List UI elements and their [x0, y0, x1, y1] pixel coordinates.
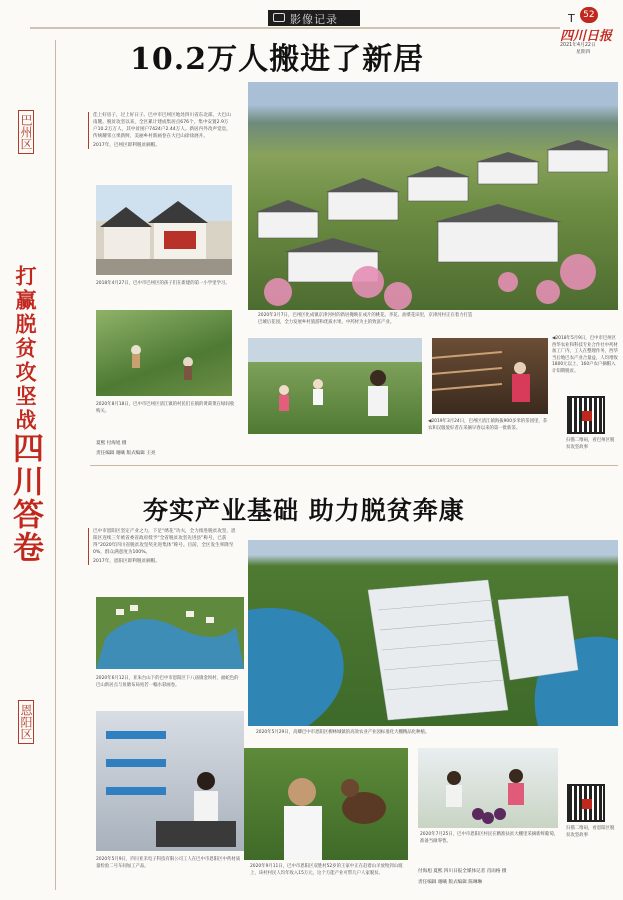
header-rule [30, 27, 560, 29]
photo-aerial-greenhouses [248, 540, 618, 726]
photo-farm-harvest [96, 310, 232, 396]
caption-lake: 2020年6月12日，亚朱台山下的巴中市恩阳区下八庙镇金坝村，福蛇色的巴山新居点与鱼塘布局宛若一幅水彩画卷。 [96, 676, 239, 688]
caption-village: 2018年4月27日，巴中市巴州区的孩子们在新建的第一小学里学习。 [96, 281, 230, 286]
headline-1: 10.2万人搬进了新居 [130, 42, 425, 77]
photo-village-school [96, 185, 232, 275]
photo-grape-greenhouse [418, 748, 558, 828]
caption-farm: 2020年8月18日，巴中市巴州区清江镇的村民们在镇的黄葛菜在绿间收购关。 [96, 402, 235, 414]
page-number: T 52 [568, 7, 598, 26]
intro-date: 2017年，恩阳区即利脱贫摘帽。 [93, 559, 160, 564]
photo-mushroom-farm [432, 338, 548, 414]
caption-mushroom: ◀2018年5月9日，巴中市巴州区西华农业和科技专业合作社中药材加工厂内，工人在整理作务，西华当后地巴农产业合量益，人均增收1800元以上，160户农户摘帽入计知期脱贫。 [552, 336, 618, 374]
caption-main-2: 2020年5月29日，高卿巴中市恩阳区柳林城镇的高效农业产业园标准化大棚精品化种植。 [256, 730, 430, 735]
qr-code-enyang[interactable] [567, 784, 605, 822]
caption-grapes: 2020年7月25日，巴中市恩阳区村民在精准扶贫大棚里采摘新鲜葡萄，准备当做零售。 [420, 832, 559, 844]
photo-farmer-goat [244, 748, 408, 860]
region-tag-bazhou: 巴州区 [18, 110, 34, 154]
intro-date: 2017年，巴州区即利脱贫摘帽。 [93, 143, 160, 148]
caption-main-1: 2020年3月7日，巴州区化成镇京津河村的新居掩映在成片的桃花、李花、油菜花田里，京津河村正在着力打造巴城后花园，全力发展乡村旅游和优质水果，中药材为主的致富产业。 [258, 313, 473, 325]
intro-text: 巴中市恩阳区坚定产业之力，下足“绣花”功夫，全力推进脱贫攻坚，恩阳区连续三年被省委省政府授予“全省脱贫攻坚先进县”称号，已获得“2020年四川省脱贫攻坚奖先进集体”称号。目前，全区发生率降至0%，群众满意度为100%。 [93, 529, 236, 555]
photo-lake-village [96, 597, 244, 669]
editor-credit-2: 责任编辑 谢曦 版式编辑 陈琳琳 [418, 880, 483, 885]
photo-tea-picking [248, 338, 422, 434]
story-divider [90, 465, 618, 466]
paper-logo: 四川日报 [560, 29, 613, 44]
section-banner [268, 10, 360, 26]
qr-note-bazhou: 扫描二维码，看巴州区脱贫攻坚故事 [566, 438, 615, 450]
issue-date: 2021年4月22日 [560, 43, 596, 48]
headline-2: 夯实产业基础 助力脱贫奔康 [143, 496, 465, 525]
photo-credit-2: 付海旭 夏熙 四川日报全媒体记者 肖雨格 摄 [418, 869, 507, 874]
side-slogan-1: 打赢脱贫攻坚战 [13, 265, 38, 433]
intro-block-1 [88, 112, 233, 149]
photo-village-blossoms [248, 82, 618, 310]
intro-block-2 [88, 528, 238, 565]
photo-credit-1: 夏熙 付海旭 摄 [96, 441, 127, 446]
editor-credit-1: 责任编辑 谢曦 版式编辑 王亮 [96, 451, 156, 456]
caption-factory: 2020年5月9日，四川亚禾电子科技有限公司工人在巴中市恩阳区中药材质量检验二号车间加工产品。 [96, 857, 241, 869]
side-slogan-2: 四川答卷 [7, 432, 43, 564]
side-divider [55, 40, 56, 890]
region-tag-enyang: 恩阳区 [18, 700, 34, 744]
qr-note-enyang: 扫描二维码，看恩阳区脱贫攻坚故事 [566, 826, 615, 838]
photo-factory-workers [96, 711, 244, 851]
caption-goat: 2020年9月11日，巴中市恩阳区双胜村52岁的王家中正在赶着山羊放牧到山坡上，该村村民人均年收入15万元，这个万能产业可带几户人家脱贫。 [250, 864, 403, 876]
issue-weekday: 星期四 [576, 50, 591, 55]
intro-text: 佳上好房子，过上好日子。巴中市巴州区地处四川省东北部，大巴山南麓。脱贫攻坚以来，全区累计建成集居点676个，集中安置2.9万户10.2万万人，其中贫困户7424户2.44万人。新居内外改声觉息，传统耀邻立果新鲜，美丽乡村新画卷在大巴山徐徐展开。 [93, 113, 231, 139]
camera-icon [273, 13, 285, 22]
section-label: 影像记录 [290, 13, 338, 26]
caption-tea: ◀2019年3月24日，巴州区清江镇海拔900多米的茶园里，茶农和汉服爱好者在采摘早春以来的第一批新茶。 [428, 419, 548, 431]
qr-code-bazhou[interactable] [567, 396, 605, 434]
